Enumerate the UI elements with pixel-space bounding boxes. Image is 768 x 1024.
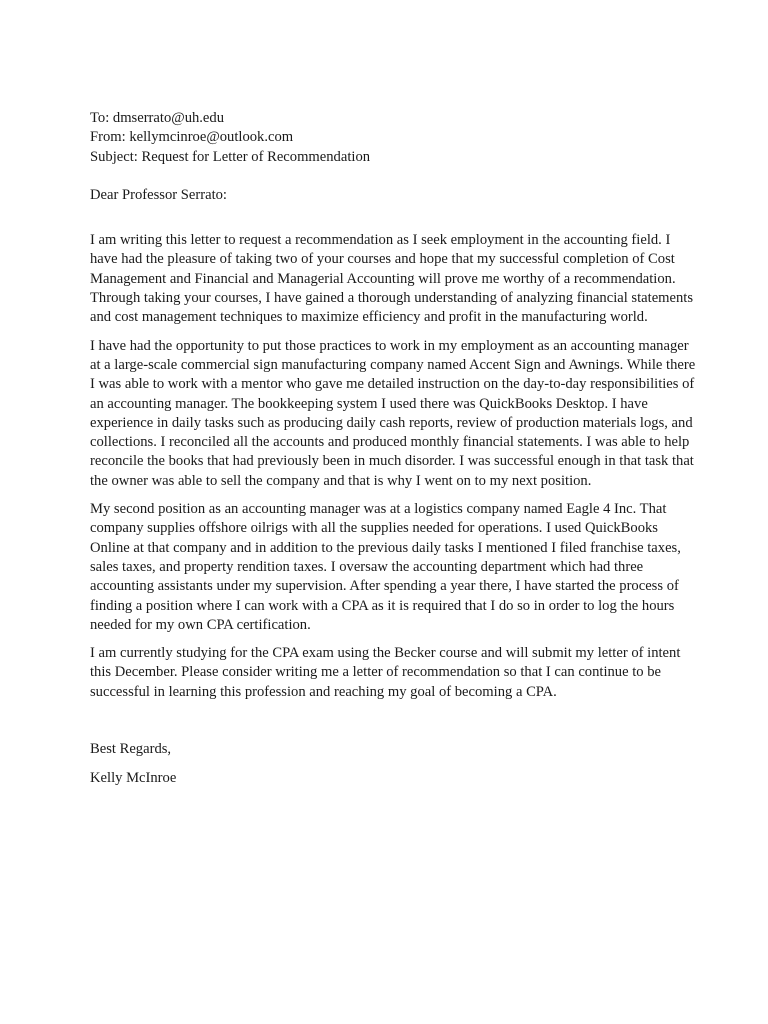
letter-body [90, 109, 700, 789]
subject-line: Subject: Request for Letter of Recommendation [90, 148, 371, 165]
paragraph-4: I am currently studying for the CPA exam using the Becker course and will submit my letter of intent this December. Please consider writing me a letter of recommendation so that I can continue to be successful in learning this profession and reaching my goal of becoming a CPA. [90, 645, 681, 700]
to-line: To: dmserrato@uh.edu [90, 110, 225, 126]
salutation: Dear Professor Serrato: [90, 186, 227, 203]
closing: Best Regards, [90, 741, 172, 758]
email-header [90, 109, 700, 167]
paragraph-1: I am writing this letter to request a recommendation as I seek employment in the accounting field. I have had the pleasure of taking two of your courses and hope that my successful completion of Cost Management and Financial and Managerial Accounting will prove me worthy of a recommendation. Through taking your courses, I have gained a thorough understanding of analyzing financial statements and cost management techniques to maximize efficiency and profit in the manufacturing world. [90, 232, 694, 326]
paragraph-2: I have had the opportunity to put those practices to work in my employment as an accounting manager at a large-scale commercial sign manufacturing company named Accent Sign and Awnings. While there I was able to work with a mentor who gave me detailed instruction on the day-to-day responsibilities of an accounting manager. The bookkeeping system I used there was QuickBooks Desktop. I have experience in daily tasks such as producing daily cash reports, review of production materials logs, and collections. I reconciled all the accounts and produced monthly financial statements. I was able to help reconcile the books that had previously been in much disorder. I was successful enough in that task that the owner was able to sell the company and that is why I went on to my next position. [90, 337, 696, 489]
from-line: From: kellymcinroe@outlook.com [90, 129, 294, 146]
paragraph-3: My second position as an accounting manager was at a logistics company named Eagle 4 Inc. That company supplies offshore oilrigs with all the supplies needed for operations. I used QuickBooks Online at that company and in addition to the previous daily tasks I mentioned I filed franchise taxes, sales taxes, and property rendition taxes. I oversaw the accounting department which had three accounting assistants under my supervision. After spending a year there, I have started the process of finding a position where I can work with a CPA as it is required that I do so in order to log the hours needed for my own CPA certification. [90, 501, 681, 633]
signature: Kelly McInroe [90, 770, 177, 787]
